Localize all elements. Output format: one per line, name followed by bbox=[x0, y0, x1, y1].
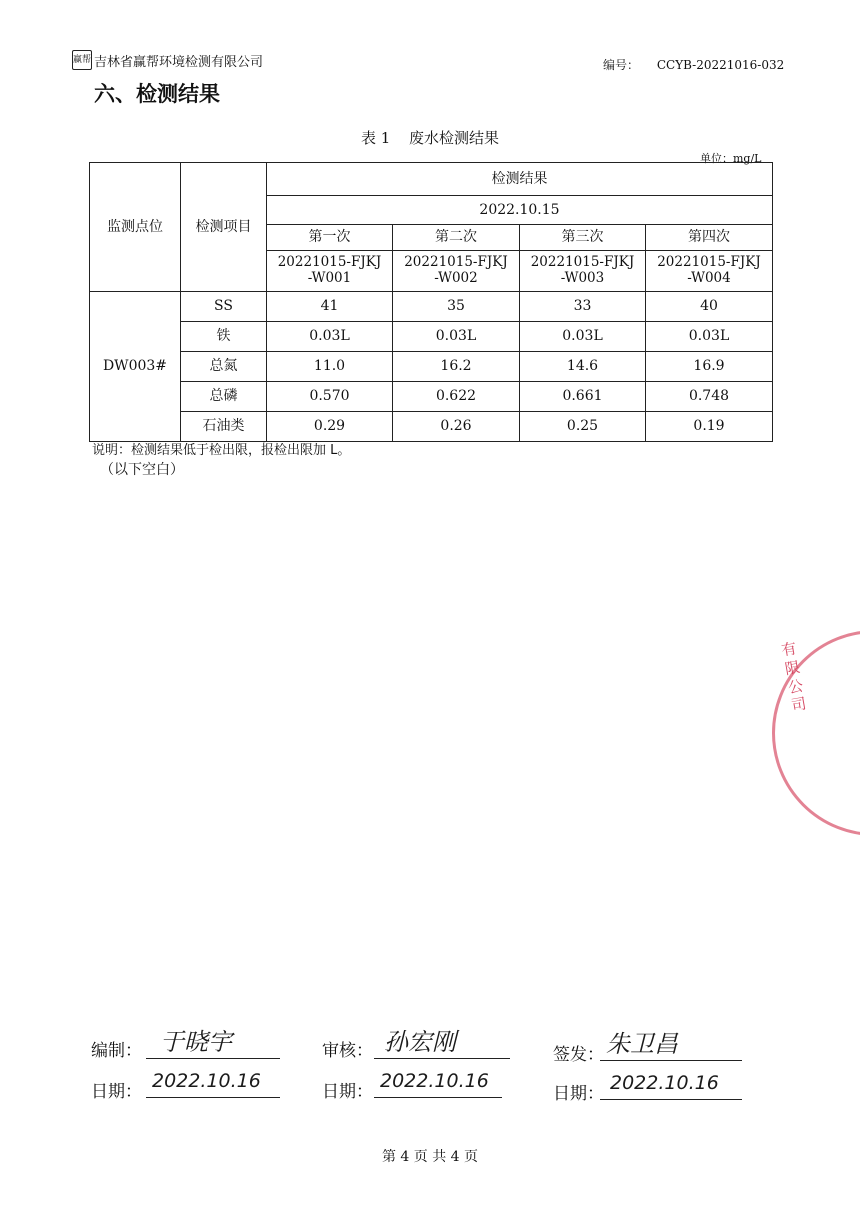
sample-code-line2: -W003 bbox=[560, 270, 605, 286]
company-name: 吉林省赢帮环境检测有限公司 bbox=[94, 55, 264, 70]
table-row bbox=[90, 352, 773, 382]
table-note: 说明：检测结果低于检出限，报检出限加 L。 bbox=[92, 443, 351, 458]
value-cell: 0.26 bbox=[393, 412, 520, 442]
issue-label: 签发： bbox=[553, 1045, 604, 1065]
review-date: 2022.10.16 bbox=[380, 1070, 489, 1092]
value-cell: 0.25 bbox=[520, 412, 646, 442]
sample-code-line2: -W001 bbox=[307, 270, 352, 286]
header-round-label: 第一次 bbox=[267, 225, 393, 251]
compile-label: 编制： bbox=[91, 1041, 142, 1061]
value-cell: 41 bbox=[267, 292, 393, 322]
value-cell: 0.661 bbox=[520, 382, 646, 412]
value-cell: 16.2 bbox=[393, 352, 520, 382]
review-sign-line bbox=[374, 1058, 510, 1059]
header-results-group: 检测结果 bbox=[267, 163, 773, 196]
table-caption bbox=[0, 127, 860, 148]
sample-code-line2: -W002 bbox=[434, 270, 478, 286]
review-date-line bbox=[374, 1097, 502, 1098]
value-cell: 0.03L bbox=[520, 322, 646, 352]
item-cell: 总磷 bbox=[181, 382, 267, 412]
item-cell: 石油类 bbox=[181, 412, 267, 442]
value-cell: 35 bbox=[393, 292, 520, 322]
value-cell: 14.6 bbox=[520, 352, 646, 382]
header-sample-code bbox=[267, 251, 393, 292]
value-cell: 16.9 bbox=[646, 352, 773, 382]
issue-sign-line bbox=[600, 1060, 742, 1061]
doc-number-value: CCYB-20221016-032 bbox=[656, 58, 785, 72]
table-row bbox=[90, 322, 773, 352]
value-cell: 0.03L bbox=[267, 322, 393, 352]
issue-date-label: 日期： bbox=[553, 1084, 604, 1104]
item-cell: 铁 bbox=[181, 322, 267, 352]
review-signature: 孙宏刚 bbox=[384, 1028, 456, 1056]
sample-code-line1: 20221015-FJKJ bbox=[404, 254, 508, 271]
value-cell: 11.0 bbox=[267, 352, 393, 382]
header-sample-code bbox=[520, 251, 646, 292]
table-caption-title: 废水检测结果 bbox=[409, 129, 500, 147]
sample-code-line1: 20221015-FJKJ bbox=[277, 254, 382, 271]
unit-label: 单位：mg/L bbox=[700, 152, 762, 165]
compile-date: 2022.10.16 bbox=[152, 1070, 261, 1092]
compile-date-label: 日期： bbox=[91, 1082, 142, 1102]
company-logo: 赢帮 bbox=[72, 50, 92, 70]
document-number bbox=[603, 56, 784, 73]
table-caption-number: 表 1 bbox=[360, 129, 391, 147]
header-sample-code bbox=[646, 251, 773, 292]
value-cell: 0.570 bbox=[267, 382, 393, 412]
header-round-label: 第四次 bbox=[646, 225, 773, 251]
table-row bbox=[90, 412, 773, 442]
value-cell: 0.19 bbox=[646, 412, 773, 442]
value-cell: 0.03L bbox=[393, 322, 520, 352]
header-site: 监测点位 bbox=[90, 163, 181, 292]
header-item: 检测项目 bbox=[181, 163, 267, 292]
table-row bbox=[90, 292, 773, 322]
sample-code-line1: 20221015-FJKJ bbox=[657, 254, 761, 271]
value-cell: 40 bbox=[646, 292, 773, 322]
issue-date: 2022.10.16 bbox=[610, 1072, 719, 1094]
review-label: 审核： bbox=[322, 1041, 373, 1061]
review-date-label: 日期： bbox=[322, 1082, 373, 1102]
seal-text: 有限公司 bbox=[780, 639, 808, 715]
sample-code-line1: 20221015-FJKJ bbox=[530, 254, 635, 271]
item-cell: 总氮 bbox=[181, 352, 267, 382]
compile-date-line bbox=[146, 1097, 280, 1098]
value-cell: 33 bbox=[520, 292, 646, 322]
compile-sign-line bbox=[146, 1058, 280, 1059]
page-footer: 第 4 页 共 4 页 bbox=[381, 1149, 479, 1165]
compile-signature: 于晓宇 bbox=[160, 1028, 232, 1056]
header-date: 2022.10.15 bbox=[267, 196, 773, 225]
site-cell: DW003# bbox=[90, 292, 181, 442]
item-cell: SS bbox=[181, 292, 267, 322]
header-round-label: 第三次 bbox=[520, 225, 646, 251]
header-round-label: 第二次 bbox=[393, 225, 520, 251]
doc-number-label: 编号： bbox=[603, 58, 640, 72]
table-row bbox=[90, 382, 773, 412]
value-cell: 0.622 bbox=[393, 382, 520, 412]
section-title: 六、检测结果 bbox=[94, 82, 220, 106]
issue-signature: 朱卫昌 bbox=[606, 1030, 678, 1058]
value-cell: 0.748 bbox=[646, 382, 773, 412]
sample-code-line2: -W004 bbox=[687, 270, 731, 286]
blank-below-note: （以下空白） bbox=[100, 462, 184, 478]
value-cell: 0.29 bbox=[267, 412, 393, 442]
table-header-row bbox=[90, 163, 773, 196]
issue-date-line bbox=[600, 1099, 742, 1100]
results-table bbox=[89, 162, 773, 442]
header-sample-code bbox=[393, 251, 520, 292]
value-cell: 0.03L bbox=[646, 322, 773, 352]
